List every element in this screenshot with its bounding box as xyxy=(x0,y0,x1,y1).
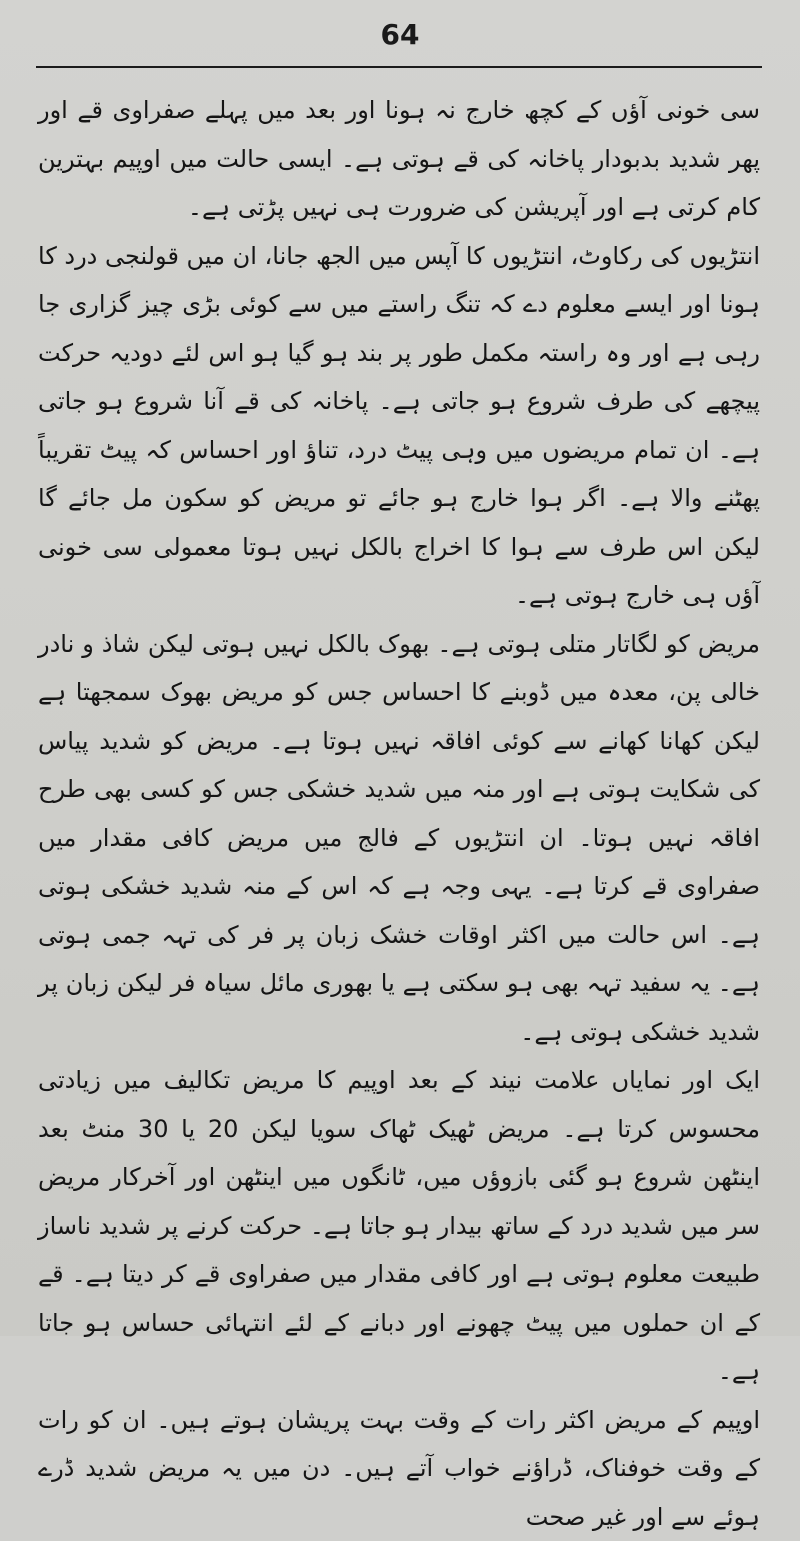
header-rule xyxy=(36,66,762,68)
paragraph-1: سی خونی آؤں کے کچھ خارج نہ ہونا اور بعد میں پہلے صفراوی قے اور پھر شدید بدبودار پاخانہ کی قے ہوتی ہے۔ ایسی حالت میں اوپیم بہترین کام کرتی ہے اور آپریشن کی ضرورت ہی نہیں پڑتی ہے۔ xyxy=(38,86,760,232)
page-number: 64 xyxy=(0,18,800,51)
paragraph-3: مریض کو لگاتار متلی ہوتی ہے۔ بھوک بالکل نہیں ہوتی لیکن شاذ و نادر خالی پن، معدہ میں ڈوبنے کا احساس جس کو مریض بھوک سمجھتا ہے لیکن کھانا کھانے سے کوئی افاقہ نہیں ہوتا ہے۔ مریض کو شدید پیاس کی شکایت ہوتی ہے اور منہ میں شدید خشکی جس کو کسی بھی طرح افاقہ نہیں ہوتا۔ ان انتڑیوں کے فالج میں مریض کافی مقدار میں صفراوی قے کرتا ہے۔ یہی وجہ ہے کہ اس کے منہ شدید خشکی ہوتی ہے۔ اس حالت میں اکثر اوقات خشک زبان پر فر کی تہہ جمی ہوتی ہے۔ یہ سفید تہہ بھی ہو سکتی ہے یا بھوری مائل سیاہ فر لیکن زبان پر شدید خشکی ہوتی ہے۔ xyxy=(38,620,760,1057)
paragraph-2: انتڑیوں کی رکاوٹ، انتڑیوں کا آپس میں الجھ جانا، ان میں قولنجی درد کا ہونا اور ایسے معلوم دے کہ تنگ راستے میں سے کوئی بڑی چیز گزاری جا رہی ہے اور وہ راستہ مکمل طور پر بند ہو گیا ہو اس لئے دودیہ حرکت پیچھے کی طرف شروع ہو جاتی ہے۔ پاخانہ کی قے آنا شروع ہو جاتی ہے۔ ان تمام مریضوں میں وہی پیٹ درد، تناؤ اور احساس کہ پیٹ تقریباً پھٹنے والا ہے۔ اگر ہوا خارج ہو جائے تو مریض کو سکون مل جائے گا لیکن اس طرف سے ہوا کا اخراج بالکل نہیں ہوتا معمولی سی خونی آؤں ہی خارج ہوتی ہے۔ xyxy=(38,232,760,620)
paragraph-4: ایک اور نمایاں علامت نیند کے بعد اوپیم کا مریض تکالیف میں زیادتی محسوس کرتا ہے۔ مریض ٹھیک ٹھاک سویا لیکن 20 یا 30 منٹ بعد اینٹھن شروع ہو گئی بازوؤں میں، ٹانگوں میں اینٹھن اور آخرکار مریض سر میں شدید درد کے ساتھ بیدار ہو جاتا ہے۔ حرکت کرنے پر شدید ناساز طبیعت معلوم ہوتی ہے اور کافی مقدار میں صفراوی قے کر دیتا ہے۔ قے کے ان حملوں میں پیٹ چھونے اور دبانے کے لئے انتہائی حساس ہو جاتا ہے۔ xyxy=(38,1056,760,1396)
page-body xyxy=(38,86,760,1541)
paragraph-5: اوپیم کے مریض اکثر رات کے وقت بہت پریشان ہوتے ہیں۔ ان کو رات کے وقت خوفناک، ڈراؤنے خواب آتے ہیں۔ دن میں یہ مریض شدید ڈرے ہوئے سے اور غیر صحت xyxy=(38,1396,760,1541)
